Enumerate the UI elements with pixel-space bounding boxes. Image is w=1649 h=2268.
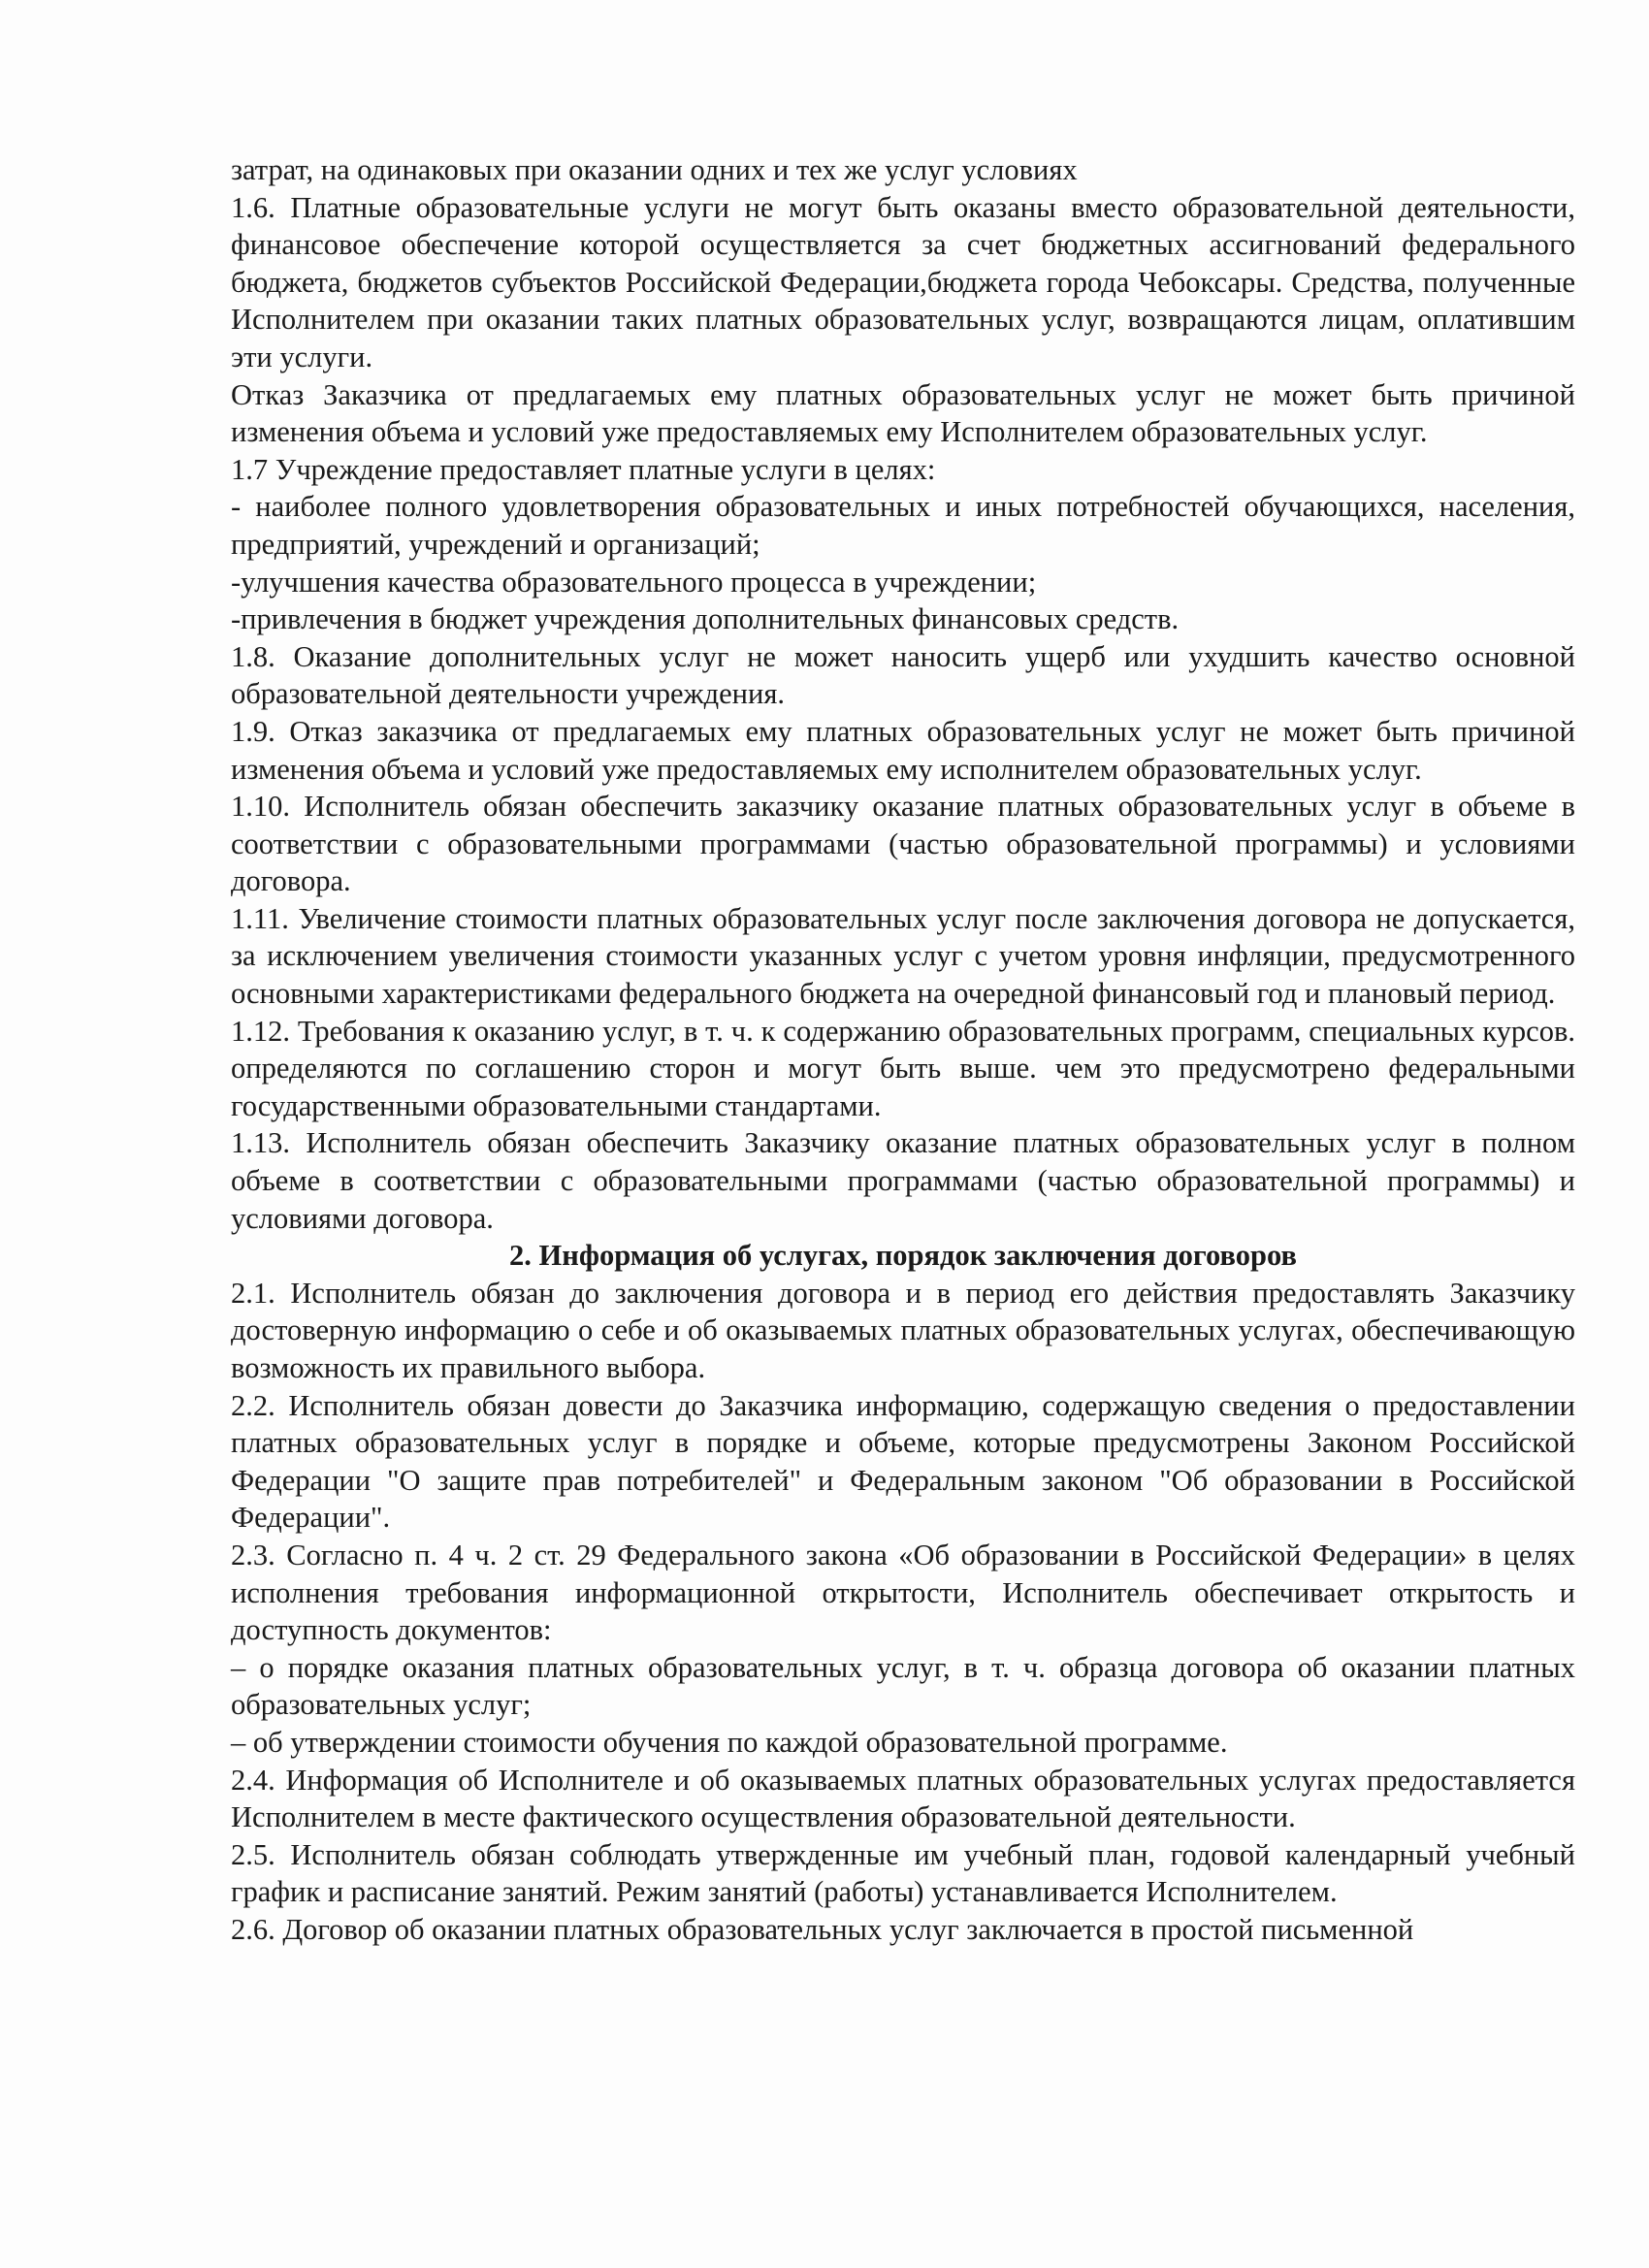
paragraph-1-10: 1.10. Исполнитель обязан обеспечить заказчику оказание платных образовательных услуг в объеме в соответствии с образовательными программами (частью образовательной программы) и условиями договора. [231,790,1575,898]
paragraph-2-3: 2.3. Согласно п. 4 ч. 2 ст. 29 Федерального закона «Об образовании в Российской Федерации» в целях исполнения требования информационной открытости, Исполнитель обеспечивает открытость и доступность документов: [231,1538,1575,1647]
paragraph-1-6: 1.6. Платные образовательные услуги не могут быть оказаны вместо образовательной деятельности, финансовое обеспечение которой осуществляется за счет бюджетных ассигнований федерального бюджета, бюджетов субъектов Российской Федерации,бюджета города Чебоксары. Средства, полученные Исполнителем при оказании таких платных образовательных услуг, возвращаются лицам, оплатившим эти услуги. [231,190,1575,373]
paragraph-1-7: 1.7 Учреждение предоставляет платные услуги в целях: [231,452,936,486]
paragraph-2-5: 2.5. Исполнитель обязан соблюдать утвержденные им учебный план, годовой календарный учебный график и расписание занятий. Режим занятий (работы) устанавливается Исполнителем. [231,1837,1575,1909]
list-item-cost: – об утверждении стоимости обучения по каждой образовательной программе. [231,1725,1228,1759]
list-item-goal-2: -улучшения качества образовательного процесса в учреждении; [231,565,1037,599]
section-heading: 2. Информация об услугах, порядок заключения договоров [509,1239,1297,1273]
paragraph-continuation: затрат, на одинаковых при оказании одних и тех же услуг условиях [231,153,1078,186]
paragraph-2-2: 2.2. Исполнитель обязан довести до Заказчика информацию, содержащую сведения о предоставлении платных образовательных услуг в порядке и объеме, которые предусмотрены Законом Российской Федерации "О защите прав потребителей" и Федеральным законом "Об образовании в Российской Федерации". [231,1388,1575,1535]
paragraph-1-11: 1.11. Увеличение стоимости платных образовательных услуг после заключения договора не допускается, за исключением увеличения стоимости указанных услуг с учетом уровня инфляции, предусмотренного основными характеристиками федерального бюджета на очередной финансовый год и плановый период. [231,901,1575,1011]
document-body [231,151,1575,1949]
paragraph-refusal: Отказ Заказчика от предлагаемых ему платных образовательных услуг не может быть причиной изменения объема и условий уже предоставляемых ему Исполнителем образовательных услуг. [231,377,1575,449]
paragraph-1-13: 1.13. Исполнитель обязан обеспечить Заказчику оказание платных образовательных услуг в полном объеме в соответствии с образовательными программами (частью образовательной программы) и условиями договора. [231,1126,1575,1235]
paragraph-2-6: 2.6. Договор об оказании платных образовательных услуг заключается в простой письменной [231,1912,1414,1946]
list-item-goal-3: -привлечения в бюджет учреждения дополнительных финансовых средств. [231,602,1180,636]
paragraph-1-9: 1.9. Отказ заказчика от предлагаемых ему платных образовательных услуг не может быть причиной изменения объема и условий уже предоставляемых ему исполнителем образовательных услуг. [231,714,1575,786]
list-item-goal-1: - наиболее полного удовлетворения образовательных и иных потребностей обучающихся, населения, предприятий, учреждений и организаций; [231,490,1575,561]
paragraph-2-1: 2.1. Исполнитель обязан до заключения договора и в период его действия предоставлять Заказчику достоверную информацию о себе и об оказываемых платных образовательных услугах, обеспечивающую возможность их правильного выбора. [231,1276,1575,1384]
paragraph-2-4: 2.4. Информация об Исполнителе и об оказываемых платных образовательных услугах предоставляется Исполнителем в месте фактического осуществления образовательной деятельности. [231,1763,1575,1834]
paragraph-1-8: 1.8. Оказание дополнительных услуг не может наносить ущерб или ухудшить качество основной образовательной деятельности учреждения. [231,639,1575,711]
list-item-order: – о порядке оказания платных образовательных услуг, в т. ч. образца договора об оказании платных образовательных услуг; [231,1650,1575,1722]
paragraph-1-12: 1.12. Требования к оказанию услуг, в т. ч. к содержанию образовательных программ, специальных курсов. определяются по соглашению сторон и могут быть выше. чем это предусмотрено федеральными государственными образовательными стандартами. [231,1014,1575,1122]
